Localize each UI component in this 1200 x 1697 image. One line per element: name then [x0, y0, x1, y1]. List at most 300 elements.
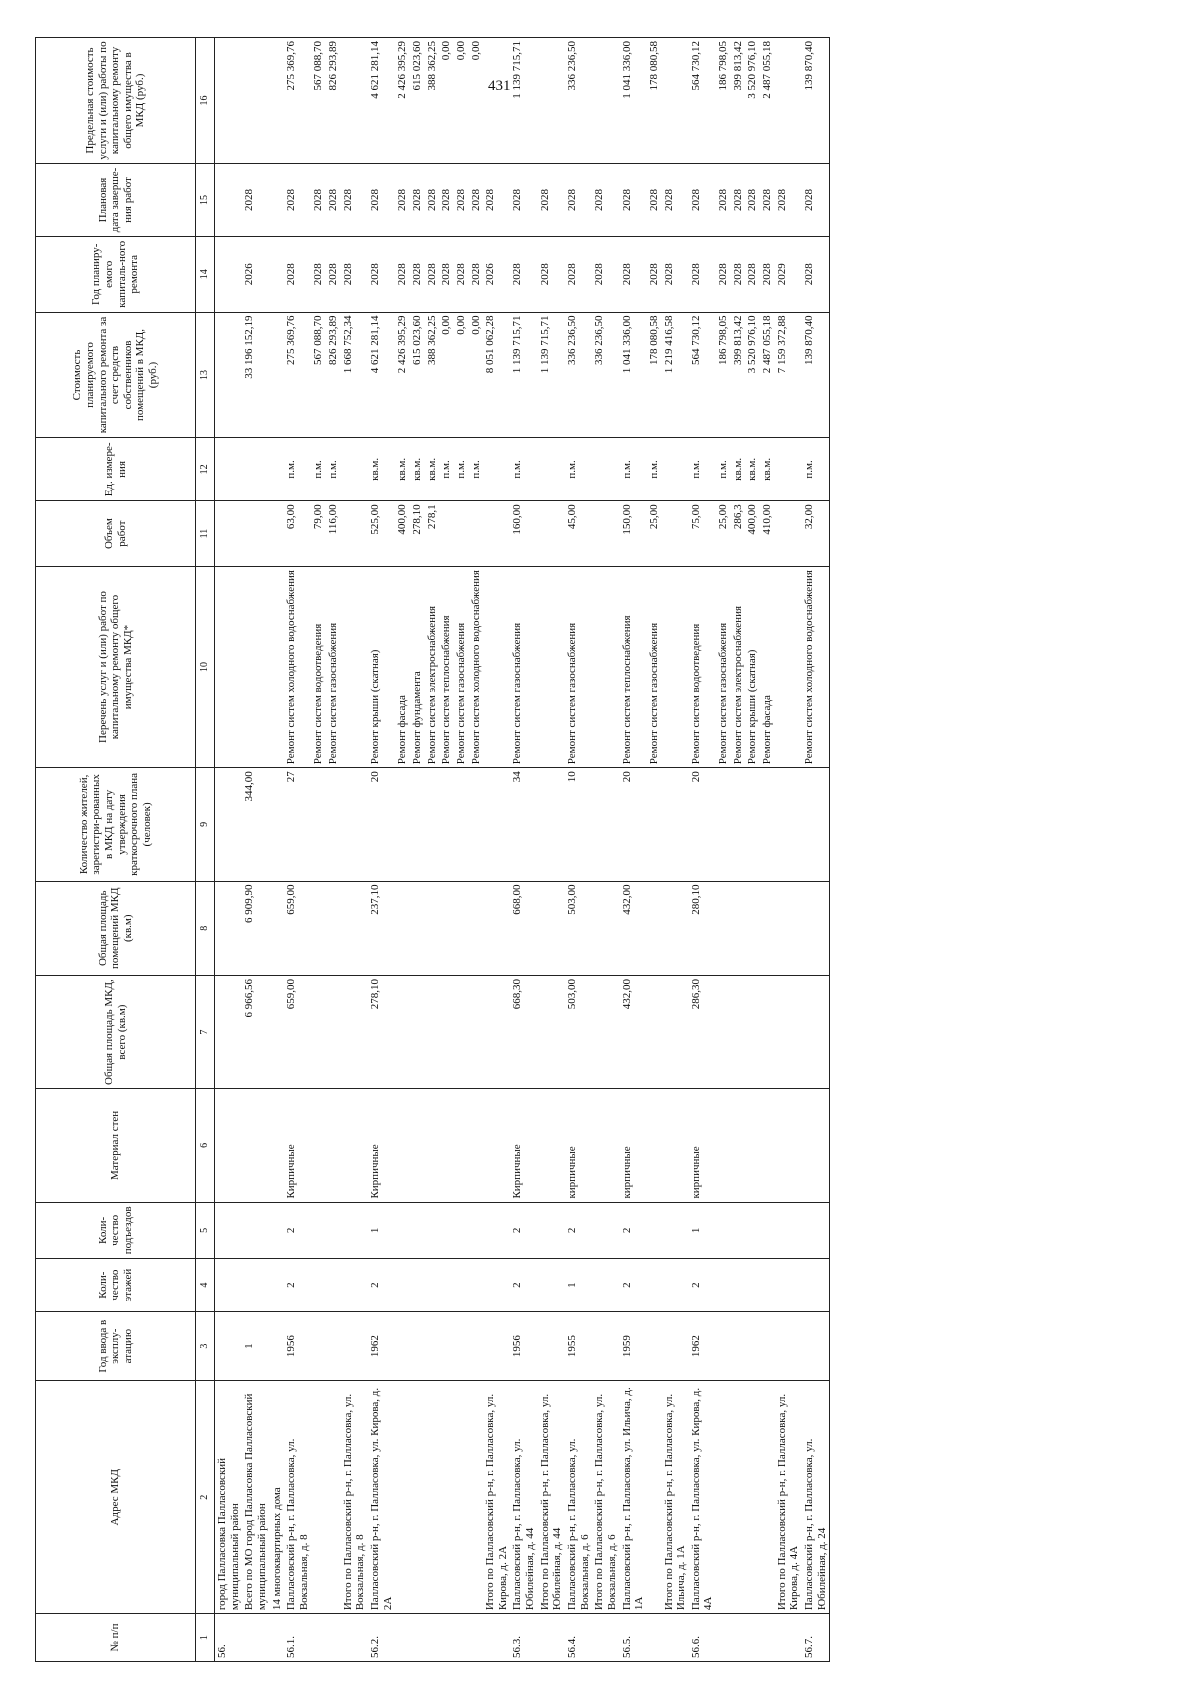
table-cell: п.м. [565, 438, 592, 501]
table-cell [425, 881, 440, 975]
table-cell [716, 1381, 731, 1614]
table-row [510, 38, 537, 1662]
table-cell [662, 38, 689, 164]
table-cell: 186 798,05 [716, 312, 731, 438]
repair-plan-table [35, 37, 830, 1662]
table-cell: 1 219 416,58 [662, 312, 689, 438]
table-cell [454, 501, 469, 566]
table-cell [425, 1312, 440, 1381]
table-cell [662, 1202, 689, 1259]
table-cell [538, 566, 565, 767]
table-cell: Итого по Палласовский р-н, г. Палласовка, ул. Юбилейная, д. 44 [538, 1381, 565, 1614]
table-cell [326, 1089, 341, 1202]
table-cell [410, 1259, 425, 1312]
table-cell: Итого по Палласовский р-н, г. Палласовка, ул. Ильича, д. 1А [662, 1381, 689, 1614]
table-cell: 2028 [538, 164, 565, 237]
table-cell [802, 1259, 830, 1312]
table-cell [662, 1259, 689, 1312]
table-cell: Всего по МО город Палласовка Палласовский муниципальный район [242, 1381, 269, 1614]
table-cell [592, 1259, 619, 1312]
table-cell: кв.м. [425, 438, 440, 501]
table-cell: 1955 [565, 1312, 592, 1381]
table-cell [439, 975, 454, 1088]
table-cell: 2028 [647, 237, 662, 313]
table-cell: 2028 [689, 164, 716, 237]
table-cell: Ремонт систем газоснабжения [326, 566, 341, 767]
table-cell: 2028 [802, 164, 830, 237]
table-cell: 2026 [483, 237, 510, 313]
table-cell [270, 38, 285, 164]
table-cell [802, 975, 830, 1088]
table-cell: Палласовский р-н, г. Палласовка, ул. Вокзальная, д. 8 [284, 1381, 311, 1614]
table-cell: 1959 [620, 1312, 647, 1381]
column-header-2: Адрес МКД [36, 1381, 196, 1614]
table-cell: 20 [620, 768, 647, 881]
table-cell [731, 1089, 746, 1202]
table-cell: 1 [368, 1202, 395, 1259]
table-cell [647, 768, 662, 881]
table-cell: Ремонт систем водоотведения [689, 566, 716, 767]
table-row [760, 38, 775, 1662]
table-cell [270, 881, 285, 975]
table-cell: кв.м. [731, 438, 746, 501]
table-cell: Палласовский р-н, г. Палласовка, ул. Кирова, д. 2А [368, 1381, 395, 1614]
table-cell [662, 1614, 689, 1662]
table-cell [215, 164, 243, 237]
table-cell [802, 1312, 830, 1381]
column-header-14: Год планиру-емого капиталь-ного ремонта [36, 237, 196, 313]
table-cell [592, 1312, 619, 1381]
table-body [215, 38, 830, 1662]
table-cell [341, 975, 368, 1088]
table-cell: 2028 [242, 164, 269, 237]
table-cell [410, 768, 425, 881]
table-cell: Итого по Палласовский р-н, г. Палласовка, ул. Кирова, д. 4А [775, 1381, 802, 1614]
column-header-12: Ед. измере-ния [36, 438, 196, 501]
table-cell: 1 [565, 1259, 592, 1312]
table-cell [410, 1312, 425, 1381]
table-cell: Ремонт систем газоснабжения [716, 566, 731, 767]
table-cell [775, 501, 802, 566]
table-cell [731, 1202, 746, 1259]
table-row [483, 38, 510, 1662]
table-cell: 2 [620, 1259, 647, 1312]
column-number-11: 11 [196, 501, 215, 566]
table-cell: 2028 [439, 237, 454, 313]
table-cell: Кирпичные [510, 1089, 537, 1202]
table-cell [395, 1614, 410, 1662]
table-cell: п.м. [326, 438, 341, 501]
table-cell [242, 1259, 269, 1312]
table-cell [270, 1312, 285, 1381]
table-cell: 2028 [662, 164, 689, 237]
table-cell [483, 501, 510, 566]
table-cell: 2028 [745, 164, 760, 237]
table-cell: 20 [368, 768, 395, 881]
table-cell [592, 38, 619, 164]
table-cell [341, 1202, 368, 1259]
table-cell: 2028 [311, 237, 326, 313]
table-cell: 286,3 [731, 501, 746, 566]
column-header-10: Перечень услуг и (или) работ по капитальному ремонту общего имущества МКД* [36, 566, 196, 767]
table-cell: 344,00 [242, 768, 269, 881]
table-cell [592, 975, 619, 1088]
table-cell: 388 362,25 [425, 312, 440, 438]
table-cell: 178 080,58 [647, 38, 662, 164]
table-cell [731, 881, 746, 975]
table-cell: п.м. [647, 438, 662, 501]
table-cell [425, 1202, 440, 1259]
table-cell [311, 1614, 326, 1662]
table-cell: 2028 [326, 237, 341, 313]
table-cell [410, 1089, 425, 1202]
table-row [689, 38, 716, 1662]
table-cell: 278,10 [368, 975, 395, 1088]
table-cell: 56.1. [284, 1614, 311, 1662]
table-cell [802, 1202, 830, 1259]
table-cell: 410,00 [760, 501, 775, 566]
table-cell: 56. [215, 1614, 243, 1662]
table-row [592, 38, 619, 1662]
table-cell: 1 041 336,00 [620, 38, 647, 164]
table-cell: 34 [510, 768, 537, 881]
table-cell: Ремонт систем холодного водоснабжения [284, 566, 311, 767]
table-cell: 3 520 976,10 [745, 38, 760, 164]
table-cell [215, 312, 243, 438]
table-cell: Итого по Палласовский р-н, г. Палласовка, ул. Вокзальная, д. 8 [341, 1381, 368, 1614]
table-cell: кв.м. [395, 438, 410, 501]
table-cell: 2028 [802, 237, 830, 313]
table-cell [425, 1259, 440, 1312]
table-cell [341, 1259, 368, 1312]
table-cell [483, 38, 510, 164]
table-cell [716, 1259, 731, 1312]
table-cell: 1 139 715,71 [510, 38, 537, 164]
table-cell: 1 [689, 1202, 716, 1259]
table-cell [395, 1202, 410, 1259]
table-cell [731, 975, 746, 1088]
table-cell [662, 501, 689, 566]
table-cell: п.м. [689, 438, 716, 501]
table-cell [410, 1614, 425, 1662]
table-cell [760, 1381, 775, 1614]
table-cell [775, 1312, 802, 1381]
column-header-3: Год ввода в эксплу-атацию [36, 1312, 196, 1381]
table-cell: 1962 [689, 1312, 716, 1381]
column-header-8: Общая площадь помещений МКД (кв.м) [36, 881, 196, 975]
table-cell [483, 768, 510, 881]
table-cell: 2028 [341, 164, 368, 237]
table-row [469, 38, 484, 1662]
table-cell: 564 730,12 [689, 312, 716, 438]
table-cell: 2029 [775, 237, 802, 313]
table-cell [647, 1381, 662, 1614]
table-cell: 615 023,60 [410, 38, 425, 164]
table-cell [647, 881, 662, 975]
table-cell [454, 1259, 469, 1312]
table-cell: Ремонт систем газоснабжения [565, 566, 592, 767]
table-cell [647, 1259, 662, 1312]
table-cell [775, 881, 802, 975]
table-cell [242, 566, 269, 767]
table-row [731, 38, 746, 1662]
table-cell [775, 975, 802, 1088]
table-cell: 2028 [410, 237, 425, 313]
table-cell [483, 1312, 510, 1381]
table-cell [439, 1259, 454, 1312]
table-cell: 2028 [483, 164, 510, 237]
table-cell [647, 1202, 662, 1259]
table-cell [215, 1259, 243, 1312]
table-cell [469, 975, 484, 1088]
table-cell [538, 1089, 565, 1202]
table-cell [311, 1259, 326, 1312]
table-cell [242, 38, 269, 164]
table-cell: п.м. [802, 438, 830, 501]
table-cell: 2 [510, 1259, 537, 1312]
table-cell [538, 1202, 565, 1259]
column-number-12: 12 [196, 438, 215, 501]
column-header-1: № п/п [36, 1614, 196, 1662]
table-header [36, 38, 215, 1662]
table-cell [592, 438, 619, 501]
table-cell: 2028 [469, 164, 484, 237]
table-cell [425, 975, 440, 1088]
table-cell [326, 768, 341, 881]
table-cell: 186 798,05 [716, 38, 731, 164]
table-cell: 2 [510, 1202, 537, 1259]
table-cell [716, 881, 731, 975]
table-cell [395, 975, 410, 1088]
table-cell: Кирпичные [368, 1089, 395, 1202]
column-header-6: Материал стен [36, 1089, 196, 1202]
column-header-15: Плановая дата заверше-ния работ [36, 164, 196, 237]
table-cell [395, 1312, 410, 1381]
table-cell [592, 1202, 619, 1259]
table-cell [802, 1089, 830, 1202]
table-cell: 275 369,76 [284, 38, 311, 164]
table-cell [270, 1202, 285, 1259]
table-row [242, 38, 269, 1662]
table-cell [454, 975, 469, 1088]
table-cell [242, 1202, 269, 1259]
table-cell: кв.м. [368, 438, 395, 501]
table-cell: 400,00 [395, 501, 410, 566]
table-cell: 139 870,40 [802, 312, 830, 438]
table-cell: 2028 [410, 164, 425, 237]
table-cell: 659,00 [284, 975, 311, 1088]
table-cell [395, 1259, 410, 1312]
table-cell [326, 1614, 341, 1662]
column-number-row [196, 38, 215, 1662]
table-cell [775, 438, 802, 501]
table-cell [538, 881, 565, 975]
table-cell: 0,00 [454, 38, 469, 164]
table-cell: 668,00 [510, 881, 537, 975]
table-cell [215, 1089, 243, 1202]
table-cell [716, 1614, 731, 1662]
header-row [36, 38, 196, 1662]
table-cell [538, 501, 565, 566]
table-cell [538, 975, 565, 1088]
table-cell: 56.2. [368, 1614, 395, 1662]
table-cell: 56.6. [689, 1614, 716, 1662]
table-cell: Ремонт систем холодного водоснабжения [802, 566, 830, 767]
table-cell: 278,10 [410, 501, 425, 566]
table-cell: 150,00 [620, 501, 647, 566]
table-cell: 8 051 062,28 [483, 312, 510, 438]
table-cell [215, 38, 243, 164]
table-cell: 2028 [565, 164, 592, 237]
table-cell [395, 1089, 410, 1202]
table-cell [802, 881, 830, 975]
table-row [410, 38, 425, 1662]
table-cell: п.м. [284, 438, 311, 501]
table-cell: 2028 [592, 164, 619, 237]
table-cell [538, 1312, 565, 1381]
table-cell [469, 881, 484, 975]
table-cell [745, 975, 760, 1088]
table-cell [341, 881, 368, 975]
table-cell: 659,00 [284, 881, 311, 975]
table-cell: город Палласовка Палласовский муниципальный район [215, 1381, 243, 1614]
table-row [716, 38, 731, 1662]
table-cell: 336 236,50 [565, 312, 592, 438]
table-cell [483, 975, 510, 1088]
table-cell [662, 975, 689, 1088]
table-cell: Палласовский р-н, г. Палласовка, ул. Кирова, д. 4А [689, 1381, 716, 1614]
table-cell [592, 566, 619, 767]
table-cell [215, 975, 243, 1088]
table-cell: 2028 [425, 237, 440, 313]
table-cell [731, 768, 746, 881]
table-cell [716, 1312, 731, 1381]
table-cell [341, 1614, 368, 1662]
table-cell: 2028 [395, 164, 410, 237]
table-cell: 1 041 336,00 [620, 312, 647, 438]
table-cell: 79,00 [311, 501, 326, 566]
table-cell: Палласовский р-н, г. Палласовка, ул. Юбилейная, д. 24 [802, 1381, 830, 1614]
table-row [425, 38, 440, 1662]
table-cell [731, 1381, 746, 1614]
table-cell: кирпичные [689, 1089, 716, 1202]
table-cell [592, 1089, 619, 1202]
table-cell [454, 768, 469, 881]
table-cell: Палласовский р-н, г. Палласовка, ул. Ильича, д. 1А [620, 1381, 647, 1614]
table-cell: 2028 [565, 237, 592, 313]
column-number-2: 2 [196, 1381, 215, 1614]
table-cell: 2028 [775, 164, 802, 237]
table-cell [662, 768, 689, 881]
table-cell: 275 369,76 [284, 312, 311, 438]
table-cell: п.м. [620, 438, 647, 501]
table-cell [439, 1312, 454, 1381]
table-cell [341, 1312, 368, 1381]
column-number-6: 6 [196, 1089, 215, 1202]
table-cell [311, 1202, 326, 1259]
table-cell [647, 1312, 662, 1381]
table-cell: кв.м. [760, 438, 775, 501]
table-cell: Палласовский р-н, г. Палласовка, ул. Вокзальная, д. 6 [565, 1381, 592, 1614]
table-cell: Кирпичные [284, 1089, 311, 1202]
table-cell [483, 438, 510, 501]
table-cell [775, 768, 802, 881]
table-cell [745, 1259, 760, 1312]
table-cell [483, 1089, 510, 1202]
table-cell [775, 1202, 802, 1259]
table-cell [341, 768, 368, 881]
column-number-14: 14 [196, 237, 215, 313]
column-number-10: 10 [196, 566, 215, 767]
table-cell [592, 768, 619, 881]
table-cell: 237,10 [368, 881, 395, 975]
column-number-5: 5 [196, 1202, 215, 1259]
table-row [647, 38, 662, 1662]
table-cell: 668,30 [510, 975, 537, 1088]
table-cell: Итого по Палласовский р-н, г. Палласовка, ул. Кирова, д. 2А [483, 1381, 510, 1614]
table-cell: 2028 [284, 237, 311, 313]
table-cell [647, 975, 662, 1088]
table-cell [242, 1614, 269, 1662]
table-cell [215, 768, 243, 881]
table-cell [483, 1202, 510, 1259]
table-cell [716, 1202, 731, 1259]
table-cell [592, 1614, 619, 1662]
page-number: 431 [488, 78, 511, 94]
table-cell [483, 1259, 510, 1312]
table-cell: 400,00 [745, 501, 760, 566]
table-row [662, 38, 689, 1662]
table-cell: 2028 [326, 164, 341, 237]
table-cell [326, 1202, 341, 1259]
table-cell: 2 [368, 1259, 395, 1312]
table-cell [469, 1202, 484, 1259]
table-cell [760, 1202, 775, 1259]
table-cell: 75,00 [689, 501, 716, 566]
table-cell: 2028 [620, 164, 647, 237]
table-cell: Ремонт фасада [760, 566, 775, 767]
table-cell [469, 768, 484, 881]
table-cell [311, 1381, 326, 1614]
table-cell: кирпичные [565, 1089, 592, 1202]
table-cell: 56.4. [565, 1614, 592, 1662]
table-cell: 2028 [368, 237, 395, 313]
table-cell [425, 1381, 440, 1614]
table-cell: 503,00 [565, 881, 592, 975]
table-cell [469, 501, 484, 566]
table-cell [341, 38, 368, 164]
table-row [439, 38, 454, 1662]
table-cell [270, 438, 285, 501]
table-cell: 2028 [760, 237, 775, 313]
table-cell: 6 909,90 [242, 881, 269, 975]
table-cell: 7 159 372,88 [775, 312, 802, 438]
table-cell: 2028 [395, 237, 410, 313]
table-cell: 2028 [745, 237, 760, 313]
table-cell: Ремонт систем электроснабжения [731, 566, 746, 767]
table-cell: 0,00 [469, 312, 484, 438]
table-cell [760, 1312, 775, 1381]
table-cell: 2028 [425, 164, 440, 237]
table-cell [215, 501, 243, 566]
table-cell [311, 768, 326, 881]
table-cell [662, 881, 689, 975]
table-cell: 2028 [510, 164, 537, 237]
table-cell [731, 1614, 746, 1662]
table-cell: 160,00 [510, 501, 537, 566]
column-header-9: Количество жителей, зарегистри-рованных в МКД на дату утверждения краткосрочного плана (человек) [36, 768, 196, 881]
table-cell: 2 487 055,18 [760, 312, 775, 438]
